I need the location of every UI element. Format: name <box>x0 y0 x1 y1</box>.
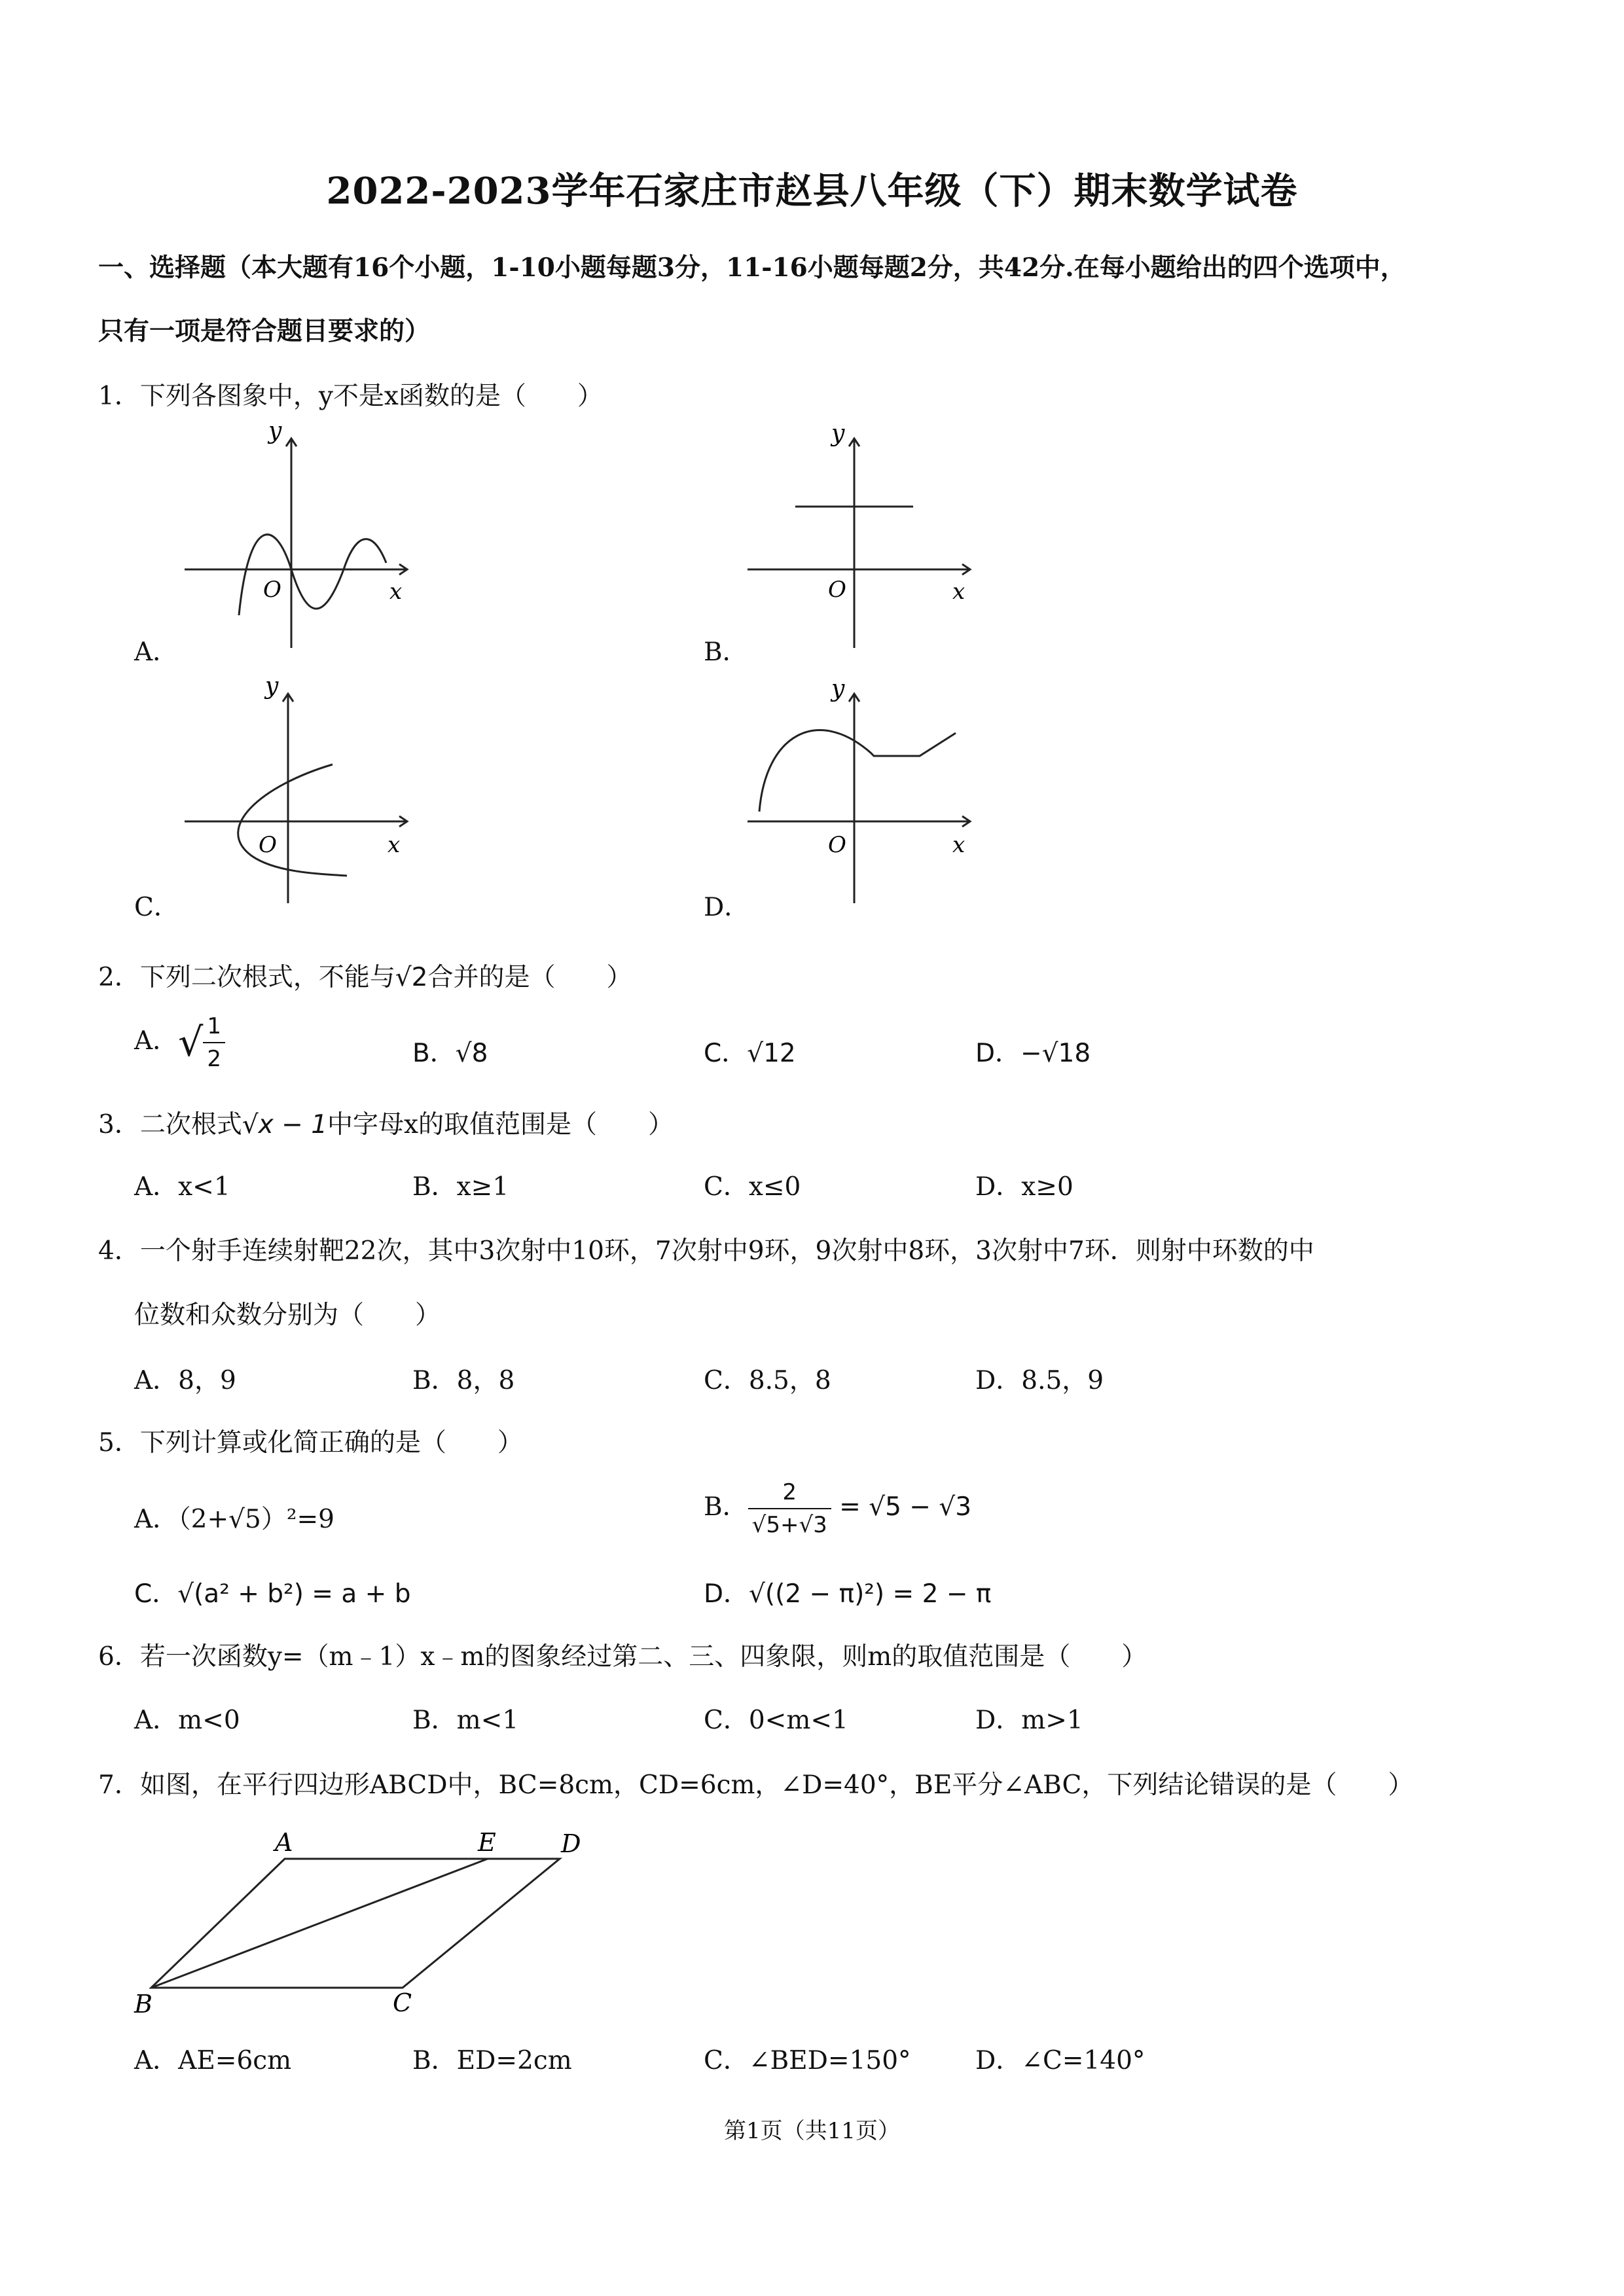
q1-option-c[interactable]: C． <box>134 893 179 922</box>
page-footer: 第1页（共11页） <box>724 2118 900 2144</box>
q2-option-b[interactable]: B．√8 <box>412 1039 488 1068</box>
q5-option-b[interactable]: B． $\frac{2}{√5+√3}$ = √5 − √3 <box>704 1479 972 1538</box>
y-label: y <box>268 425 282 444</box>
svg-text:y: y <box>831 425 845 447</box>
q6-option-d[interactable]: D．m>1 <box>975 1706 1083 1735</box>
vertex-e-label: E <box>478 1828 496 1857</box>
q3-stem: 3．二次根式√x − 1中字母x的取值范围是（ ） <box>98 1110 674 1139</box>
svg-text:x: x <box>952 579 965 605</box>
q5-option-c[interactable]: C．√(a² + b²) = a + b <box>134 1579 411 1609</box>
q3-option-d[interactable]: D．x≥0 <box>975 1172 1074 1202</box>
svg-text:y: y <box>831 681 845 702</box>
svg-text:x: x <box>952 832 965 858</box>
svg-text:y: y <box>265 681 279 700</box>
vertex-d-label: D <box>561 1829 581 1858</box>
section-heading-line2: 只有一项是符合题目要求的） <box>98 316 431 346</box>
q3-option-b[interactable]: B．x≥1 <box>412 1172 509 1202</box>
q1-option-b[interactable]: B． <box>704 637 748 667</box>
q5-option-a[interactable]: A．（2+√5）²=9 <box>134 1505 334 1534</box>
svg-text:x: x <box>388 832 401 858</box>
vertex-c-label: C <box>393 1988 412 2017</box>
q3-option-c[interactable]: C．x≤0 <box>704 1172 801 1202</box>
q7-parallelogram-figure <box>128 1823 599 2019</box>
vertex-a-label: A <box>275 1828 293 1857</box>
q5-option-d[interactable]: D．√((2 − π)²) = 2 − π <box>704 1579 992 1609</box>
svg-text:O: O <box>828 577 846 603</box>
vertex-b-label: B <box>134 1990 153 2018</box>
q6-option-a[interactable]: A．m<0 <box>134 1706 240 1735</box>
q1-stem: 1．下列各图象中，y不是x函数的是（ ） <box>98 382 603 411</box>
q7-option-b[interactable]: B．ED=2cm <box>412 2046 572 2075</box>
q4-stem-line1: 4．一个射手连续射靶22次，其中3次射中10环，7次射中9环，9次射中8环，3次射中7环．则射中环数的中 <box>98 1236 1314 1266</box>
q3-option-a[interactable]: A．x<1 <box>134 1172 230 1202</box>
page-title: 2022-2023学年石家庄市赵县八年级（下）期末数学试卷 <box>326 170 1298 213</box>
q2-stem: 2．下列二次根式，不能与√2合并的是（ ） <box>98 963 632 992</box>
q6-stem: 6．若一次函数y=（m﹣1）x﹣m的图象经过第二、三、四象限，则m的取值范围是（ ） <box>98 1642 1147 1672</box>
q1-graph-c <box>177 681 419 916</box>
q1-graph-a <box>177 425 419 661</box>
q4-option-d[interactable]: D．8.5，9 <box>975 1366 1104 1395</box>
q4-option-a[interactable]: A．8，9 <box>134 1366 236 1395</box>
origin-label: O <box>263 577 281 603</box>
q1-option-a[interactable]: A． <box>134 637 179 667</box>
svg-text:O: O <box>828 832 846 858</box>
q4-option-b[interactable]: B．8，8 <box>412 1366 515 1395</box>
q1-graph-b <box>740 425 982 661</box>
q7-stem: 7．如图，在平行四边形ABCD中，BC=8cm，CD=6cm，∠D=40°，BE平分∠ABC，下列结论错误的是（ ） <box>98 1770 1414 1800</box>
q6-option-b[interactable]: B．m<1 <box>412 1706 519 1735</box>
q2-option-c[interactable]: C．√12 <box>704 1039 796 1068</box>
q4-stem-line2: 位数和众数分别为（ ） <box>134 1300 441 1330</box>
section-heading-line1: 一、选择题（本大题有16个小题，1-10小题每题3分，11-16小题每题2分，共42分.在每小题给出的四个选项中， <box>98 253 1406 283</box>
q1-graph-d <box>740 681 1001 916</box>
q1-option-d[interactable]: D． <box>704 893 750 922</box>
q7-option-d[interactable]: D．∠C=140° <box>975 2046 1146 2075</box>
q5-stem: 5．下列计算或化简正确的是（ ） <box>98 1428 523 1458</box>
svg-text:O: O <box>259 832 277 858</box>
q7-option-a[interactable]: A．AE=6cm <box>134 2046 292 2075</box>
q7-option-c[interactable]: C．∠BED=150° <box>704 2046 911 2075</box>
q6-option-c[interactable]: C．0<m<1 <box>704 1706 848 1735</box>
q2-option-d[interactable]: D．−√18 <box>975 1039 1091 1068</box>
q4-option-c[interactable]: C．8.5，8 <box>704 1366 831 1395</box>
q2-option-a[interactable]: A．√ $\frac{1}{2}$ <box>134 1013 225 1072</box>
x-label: x <box>389 579 403 605</box>
